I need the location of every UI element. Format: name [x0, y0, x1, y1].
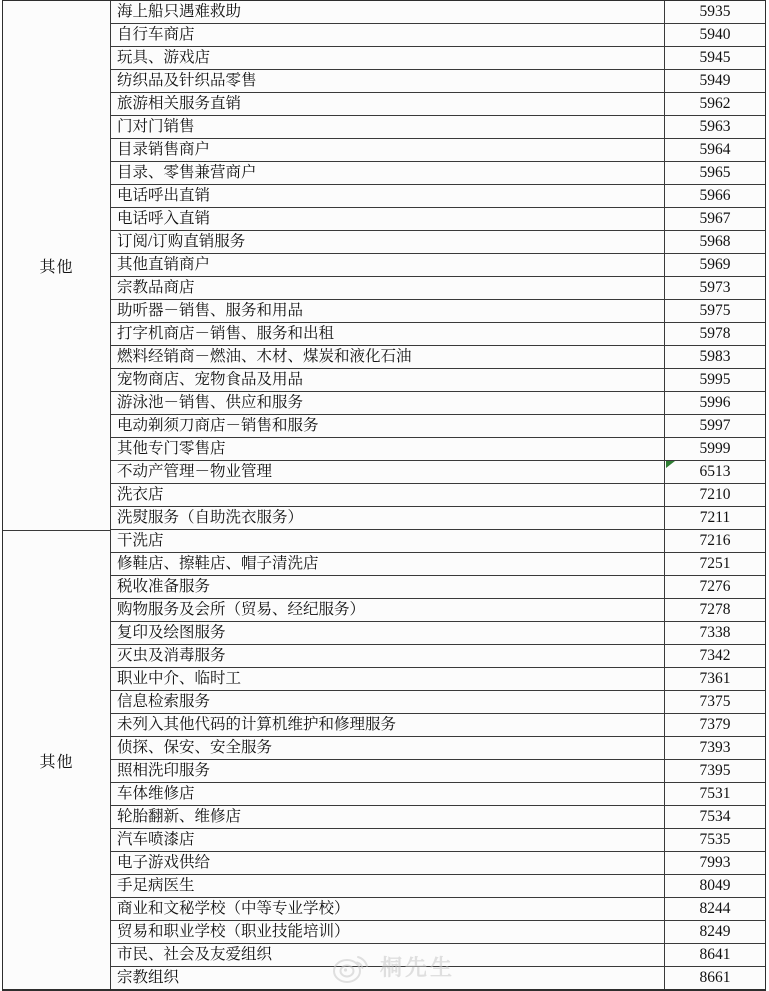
merchant-description-cell: 目录、零售兼营商户 [111, 162, 665, 184]
merchant-description-cell: 门对门销售 [111, 116, 665, 138]
merchant-description-cell: 修鞋店、擦鞋店、帽子清洗店 [111, 553, 665, 575]
mcc-code-cell: 5996 [699, 394, 731, 411]
table-row [111, 415, 765, 438]
mcc-code-cell: 5975 [699, 302, 731, 319]
mcc-code-cell: 7535 [699, 831, 731, 848]
table-row [111, 645, 765, 668]
merchant-description-cell: 洗衣店 [111, 484, 665, 506]
table-row [111, 898, 765, 921]
mcc-code-cell: 5983 [699, 348, 731, 365]
table-row [111, 300, 765, 323]
merchant-description-cell: 电话呼入直销 [111, 208, 665, 230]
table-row [111, 70, 765, 93]
table-row [111, 921, 765, 944]
mcc-code-cell: 7534 [699, 808, 731, 825]
merchant-description-cell: 手足病医生 [111, 875, 665, 897]
merchant-description-cell: 轮胎翻新、维修店 [111, 806, 665, 828]
merchant-description-cell: 目录销售商户 [111, 139, 665, 161]
category-cell-other-2: 其他 [39, 753, 74, 771]
mcc-code-cell: 5997 [699, 417, 731, 434]
merchant-description-cell: 侦探、保安、安全服务 [111, 737, 665, 759]
merchant-description-cell: 不动产管理－物业管理 [111, 461, 665, 483]
merchant-description-cell: 职业中介、临时工 [111, 668, 665, 690]
table-row [111, 967, 765, 989]
table-row [111, 484, 765, 507]
merchant-description-cell: 宗教品商店 [111, 277, 665, 299]
table-row [111, 599, 765, 622]
table-row [111, 783, 765, 806]
mcc-code-cell: 7393 [699, 739, 731, 756]
table-row [111, 231, 765, 254]
mcc-code-cell: 5962 [699, 95, 731, 112]
merchant-description-cell: 干洗店 [111, 530, 665, 552]
table-row [111, 530, 765, 553]
table-row [111, 553, 765, 576]
mcc-code-cell: 7342 [699, 647, 731, 664]
table-row [111, 875, 765, 898]
table-row [111, 93, 765, 116]
rows-container [111, 1, 765, 989]
cell-error-indicator [666, 461, 675, 468]
mcc-code-cell: 5965 [699, 164, 731, 181]
mcc-code-cell: 5935 [699, 3, 731, 20]
table-row [111, 208, 765, 231]
table-row [111, 1, 765, 24]
table-row [111, 162, 765, 185]
table-row [111, 346, 765, 369]
merchant-description-cell: 打字机商店－销售、服务和出租 [111, 323, 665, 345]
mcc-code-cell: 5963 [699, 118, 731, 135]
merchant-description-cell: 旅游相关服务直销 [111, 93, 665, 115]
mcc-code-cell: 5968 [699, 233, 731, 250]
category-column [3, 1, 111, 989]
merchant-description-cell: 税收准备服务 [111, 576, 665, 598]
table-row [111, 369, 765, 392]
category-cell-other-1: 其他 [3, 1, 110, 531]
merchant-description-cell: 宗教组织 [111, 967, 665, 989]
mcc-code-cell: 5978 [699, 325, 731, 342]
merchant-description-cell: 助听器－销售、服务和用品 [111, 300, 665, 322]
table-row [111, 668, 765, 691]
mcc-code-cell: 5945 [699, 49, 731, 66]
mcc-code-cell: 5969 [699, 256, 731, 273]
merchant-description-cell: 购物服务及会所（贸易、经纪服务） [111, 599, 665, 621]
table-row [111, 47, 765, 70]
table-row [111, 392, 765, 415]
mcc-code-cell: 5967 [699, 210, 731, 227]
table-row [111, 714, 765, 737]
merchant-description-cell: 灭虫及消毒服务 [111, 645, 665, 667]
mcc-code-cell: 7276 [699, 578, 731, 595]
merchant-description-cell: 电话呼出直销 [111, 185, 665, 207]
table-row [111, 737, 765, 760]
merchant-description-cell: 海上船只遇难救助 [111, 1, 665, 23]
table-row [111, 576, 765, 599]
table-row [111, 438, 765, 461]
mcc-code-cell: 5999 [699, 440, 731, 457]
table-row [111, 691, 765, 714]
merchant-description-cell: 车体维修店 [111, 783, 665, 805]
merchant-description-cell: 其他专门零售店 [111, 438, 665, 460]
mcc-code-cell: 6513 [665, 461, 765, 483]
table-row [111, 829, 765, 852]
mcc-code-cell: 7379 [699, 716, 731, 733]
mcc-code-cell: 7251 [699, 555, 731, 572]
table-row [111, 116, 765, 139]
merchant-description-cell: 照相洗印服务 [111, 760, 665, 782]
table-row [111, 944, 765, 967]
merchant-description-cell: 汽车喷漆店 [111, 829, 665, 851]
merchant-description-cell: 其他直销商户 [111, 254, 665, 276]
mcc-code-cell: 5940 [699, 26, 731, 43]
merchant-description-cell: 贸易和职业学校（职业技能培训） [111, 921, 665, 943]
mcc-code-cell: 7395 [699, 762, 731, 779]
merchant-description-cell: 纺织品及针织品零售 [111, 70, 665, 92]
mcc-code-cell: 8244 [699, 900, 731, 917]
mcc-code-cell: 5966 [699, 187, 731, 204]
mcc-code-cell: 7210 [699, 486, 731, 503]
table-row [111, 323, 765, 346]
table-row [111, 185, 765, 208]
table-row [111, 852, 765, 875]
merchant-description-cell: 信息检索服务 [111, 691, 665, 713]
table-row [111, 139, 765, 162]
merchant-description-cell: 玩具、游戏店 [111, 47, 665, 69]
mcc-code-cell: 7211 [699, 509, 731, 526]
mcc-code-cell: 5964 [699, 141, 731, 158]
mcc-code-table [2, 0, 766, 991]
merchant-description-cell: 洗熨服务（自助洗衣服务） [111, 507, 665, 529]
mcc-code-cell: 5949 [699, 72, 731, 89]
mcc-code-cell: 7216 [699, 532, 731, 549]
merchant-description-cell: 未列入其他代码的计算机维护和修理服务 [111, 714, 665, 736]
merchant-description-cell: 燃料经销商－燃油、木材、煤炭和液化石油 [111, 346, 665, 368]
table-row [111, 254, 765, 277]
merchant-description-cell: 订阅/订购直销服务 [111, 231, 665, 253]
table-row [111, 461, 765, 484]
mcc-code-cell: 7338 [699, 624, 731, 641]
mcc-code-cell: 8661 [699, 969, 731, 986]
mcc-code-cell: 8049 [699, 877, 731, 894]
mcc-code-cell: 8641 [699, 946, 731, 963]
merchant-description-cell: 宠物商店、宠物食品及用品 [111, 369, 665, 391]
table-row [111, 622, 765, 645]
mcc-code-cell: 7361 [699, 670, 731, 687]
merchant-description-cell: 电动剃须刀商店－销售和服务 [111, 415, 665, 437]
mcc-code-cell: 8249 [699, 923, 731, 940]
table-row [111, 24, 765, 47]
merchant-description-cell: 复印及绘图服务 [111, 622, 665, 644]
mcc-code-cell: 7993 [699, 854, 731, 871]
table-row [111, 507, 765, 530]
table-row [111, 806, 765, 829]
table-row [111, 760, 765, 783]
merchant-description-cell: 市民、社会及友爱组织 [111, 944, 665, 966]
mcc-code-cell: 7375 [699, 693, 731, 710]
table-row [111, 277, 765, 300]
merchant-description-cell: 商业和文秘学校（中等专业学校） [111, 898, 665, 920]
mcc-code-cell: 7278 [699, 601, 731, 618]
mcc-code-cell: 5995 [699, 371, 731, 388]
watermark-text: 桐先生 [380, 954, 456, 980]
mcc-code-cell: 5973 [699, 279, 731, 296]
mcc-code-cell: 7531 [699, 785, 731, 802]
merchant-description-cell: 自行车商店 [111, 24, 665, 46]
merchant-description-cell: 游泳池－销售、供应和服务 [111, 392, 665, 414]
merchant-description-cell: 电子游戏供给 [111, 852, 665, 874]
